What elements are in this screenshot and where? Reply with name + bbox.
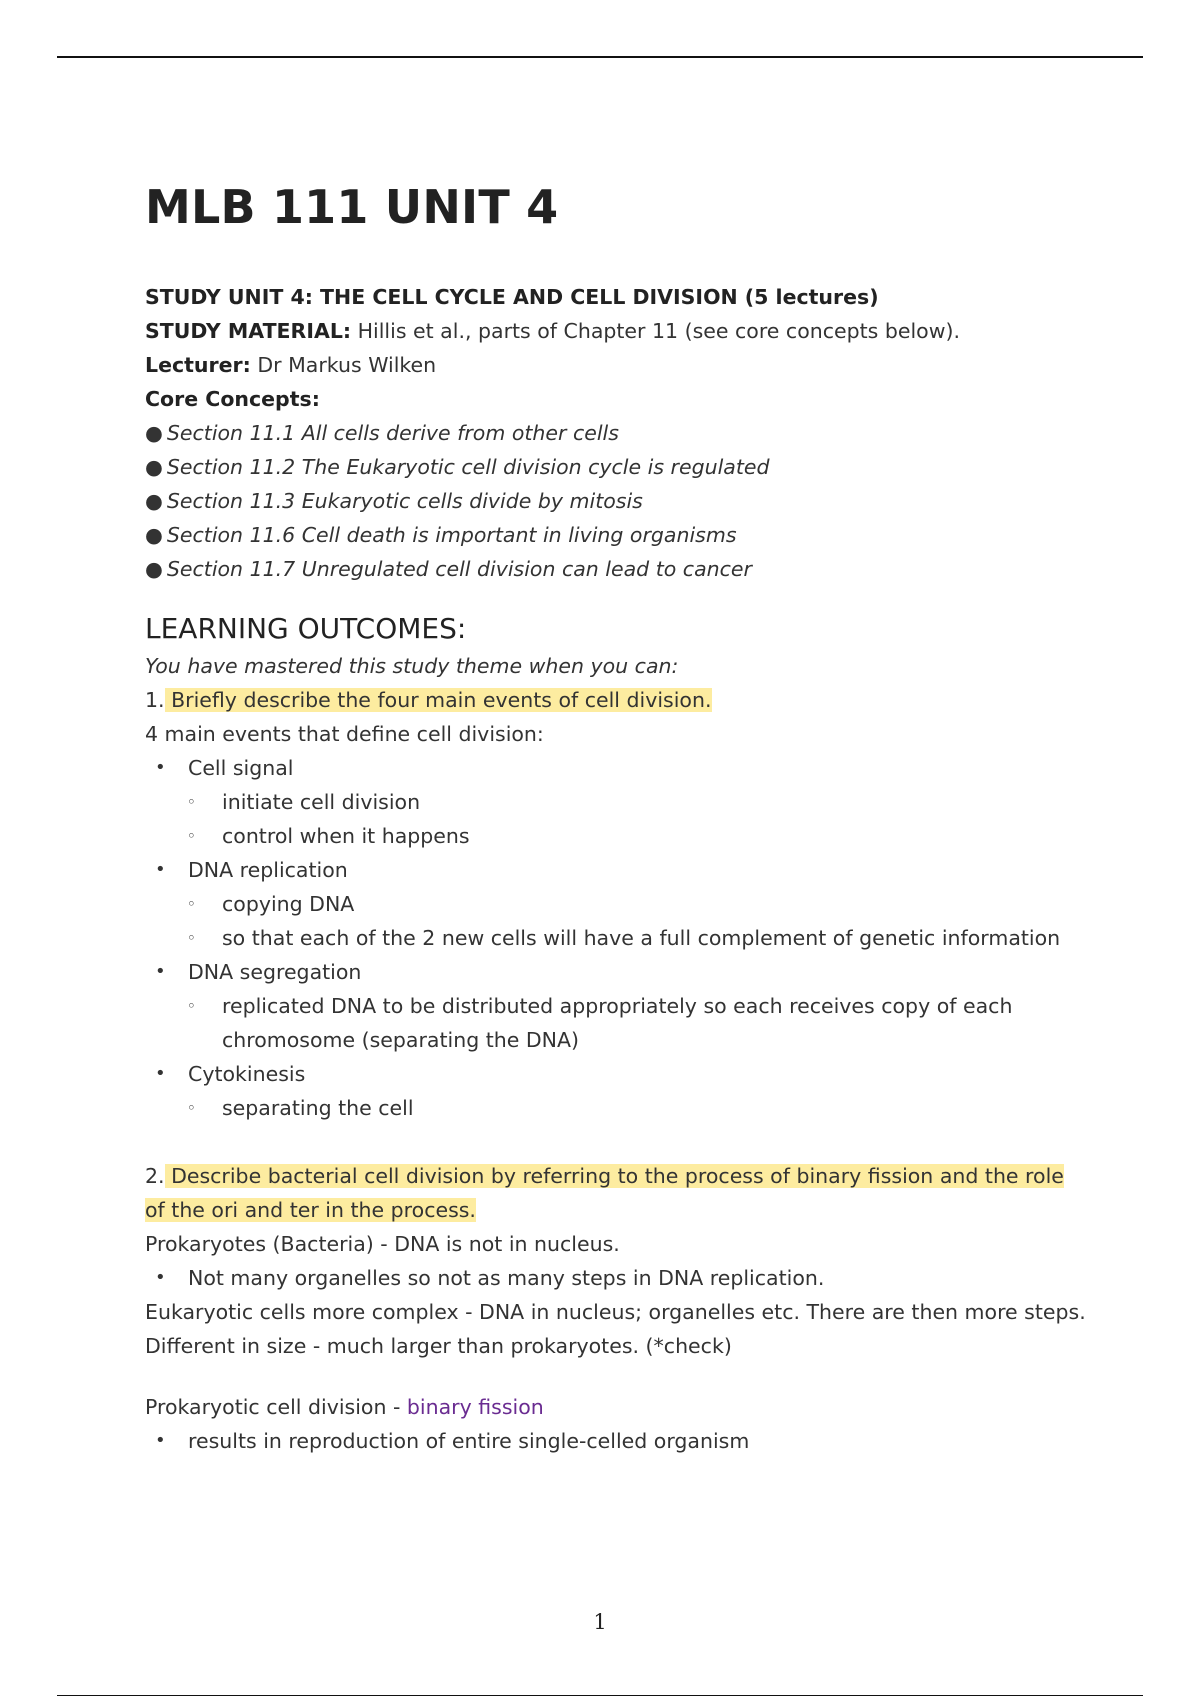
sub-list-item: ◦ initiate cell division [145,785,1105,819]
list-item: • DNA segregation [145,955,1105,989]
lecturer-value: Dr Markus Wilken [250,353,437,377]
lecturer-label: Lecturer: [145,353,251,377]
core-concept-item [145,416,1105,450]
highlighted-question: Describe bacterial cell division by referring to the process of binary fission and the role [164,1164,1064,1188]
sub-list-item-continuation: chromosome (separating the DNA) [222,1028,580,1052]
eukaryotic-text: Eukaryotic cells more complex - DNA in nucleus; organelles etc. There are then more steps. [145,1300,1086,1324]
page-number: 1 [593,1610,607,1634]
prokaryotes-list [145,1261,1105,1295]
prokaryotes-text: Prokaryotes (Bacteria) - DNA is not in nucleus. [145,1232,620,1256]
list-item: • DNA replication [145,853,1105,887]
events-list [145,751,1105,1125]
spacer [145,1363,1105,1390]
bullet-icon: ● [145,455,163,479]
core-concept-item [145,484,1105,518]
learning-outcomes-heading: LEARNING OUTCOMES: [145,612,467,645]
events-intro: 4 main events that define cell division: [145,722,544,746]
learning-outcomes-intro: You have mastered this study theme when you can: [145,654,679,678]
list-item: • Cell signal [145,751,1105,785]
list-item: • results in reproduction of entire single-celled organism [145,1424,1105,1458]
core-concept-text: Section 11.7 Unregulated cell division can lead to cancer [166,557,752,581]
document-body [145,180,1105,1458]
highlighted-question: of the ori and ter in the process. [145,1198,476,1222]
core-concept-text: Section 11.3 Eukaryotic cells divide by mitosis [166,489,643,513]
sub-list-item: ◦ so that each of the 2 new cells will have a full complement of genetic information [145,921,1105,955]
prokaryotic-division-list [145,1424,1105,1458]
prokaryotic-division-text: Prokaryotic cell division - [145,1395,407,1419]
prokaryotic-division [145,1390,1105,1424]
core-concept-text: Section 11.2 The Eukaryotic cell division cycle is regulated [166,455,770,479]
core-concept-text: Section 11.1 All cells derive from other cells [166,421,619,445]
outcome-question-2 [145,1159,1105,1193]
list-item: • Not many organelles so not as many steps in DNA replication. [145,1261,1105,1295]
bullet-icon: ● [145,557,163,581]
question-number: 2. [145,1164,165,1188]
study-material-value: Hillis et al., parts of Chapter 11 (see core concepts below). [351,319,961,343]
binary-fission-link[interactable]: binary fission [406,1395,544,1419]
bottom-rule [57,1695,1143,1696]
sub-list-item: ◦ copying DNA [145,887,1105,921]
sub-list-item: ◦ separating the cell [145,1091,1105,1125]
core-concepts-label: Core Concepts: [145,387,320,411]
outcome-question-1 [145,683,1105,717]
sub-list-item: ◦ control when it happens [145,819,1105,853]
list-item: • Cytokinesis [145,1057,1105,1091]
sub-list-item: ◦ replicated DNA to be distributed appropriately so each receives copy of each [145,989,1105,1023]
size-text: Different in size - much larger than prokaryotes. (*check) [145,1334,732,1358]
core-concept-item [145,450,1105,484]
bullet-icon: ● [145,489,163,513]
outcome-question-2-continued [145,1193,1105,1227]
page-title: MLB 111 UNIT 4 [145,180,559,234]
core-concept-item [145,518,1105,552]
spacer [145,1125,1105,1159]
core-concept-text: Section 11.6 Cell death is important in living organisms [166,523,737,547]
top-rule [57,56,1143,58]
study-unit: STUDY UNIT 4: THE CELL CYCLE AND CELL DIVISION (5 lectures) [145,285,879,309]
question-number: 1. [145,688,165,712]
lecturer [145,348,1105,382]
bullet-icon: ● [145,421,163,445]
bullet-icon: ● [145,523,163,547]
core-concept-item [145,552,1105,586]
highlighted-question: Briefly describe the four main events of cell division. [164,688,712,712]
study-material [145,314,1105,348]
study-material-label: STUDY MATERIAL: [145,319,352,343]
